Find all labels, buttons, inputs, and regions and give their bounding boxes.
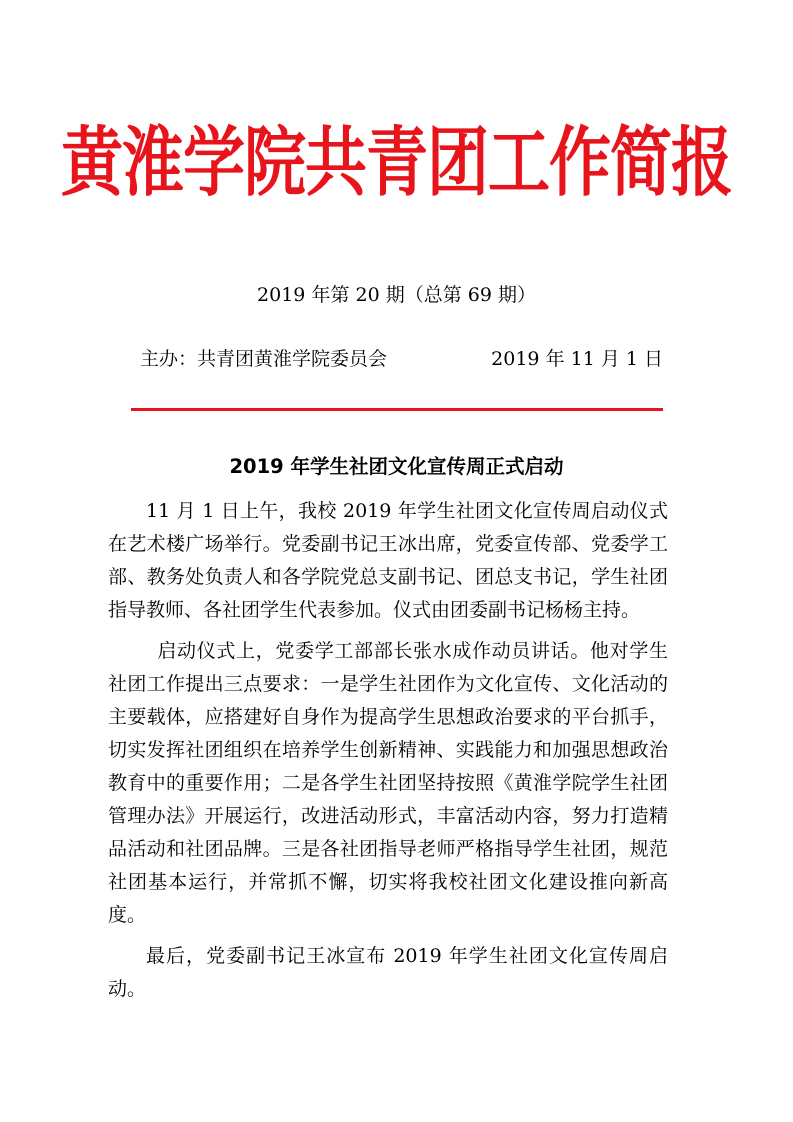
article-paragraph: 最后，党委副书记王冰宣布 2019 年学生社团文化宣传周启动。 — [108, 945, 668, 1000]
issue-number: 2019 年第 20 期（总第 69 期） — [257, 284, 536, 306]
article-body — [108, 495, 668, 1014]
masthead-divider — [131, 408, 663, 411]
article-paragraph: 启动仪式上，党委学工部部长张水成作动员讲话。他对学生社团工作提出三点要求：一是学生社团作为文化宣传、文化活动的主要载体，应搭建好自身作为提高学生思想政治要求的平台抓手，切实发挥社团组织在培养学生创新精神、实践能力和加强思想政治教育中的重要作用；二是各学生社团坚持按照《黄淮学院学生社团管理办法》开展运行，改进活动形式，丰富活动内容，努力打造精品活动和社团品牌。三是各社团指导老师严格指导学生社团，规范社团基本运行，并常抓不懈，切实将我校社团文化建设推向新高度。 — [108, 640, 668, 926]
newsletter-masthead: 黄淮学院共青团工作简报 — [60, 117, 732, 207]
article-title: 2019 年学生社团文化宣传周正式启动 — [229, 455, 564, 478]
article-paragraph: 11 月 1 日上午，我校 2019 年学生社团文化宣传周启动仪式在艺术楼广场举行。党委副书记王冰出席，党委宣传部、党委学工部、教务处负责人和各学院党总支副书记、团总支书记，学生社团指导教师、各社团学生代表参加。仪式由团委副书记杨杨主持。 — [108, 500, 668, 621]
publish-date: 2019 年 11 月 1 日 — [491, 348, 663, 370]
host-organization: 主办：共青团黄淮学院委员会 — [140, 348, 388, 370]
